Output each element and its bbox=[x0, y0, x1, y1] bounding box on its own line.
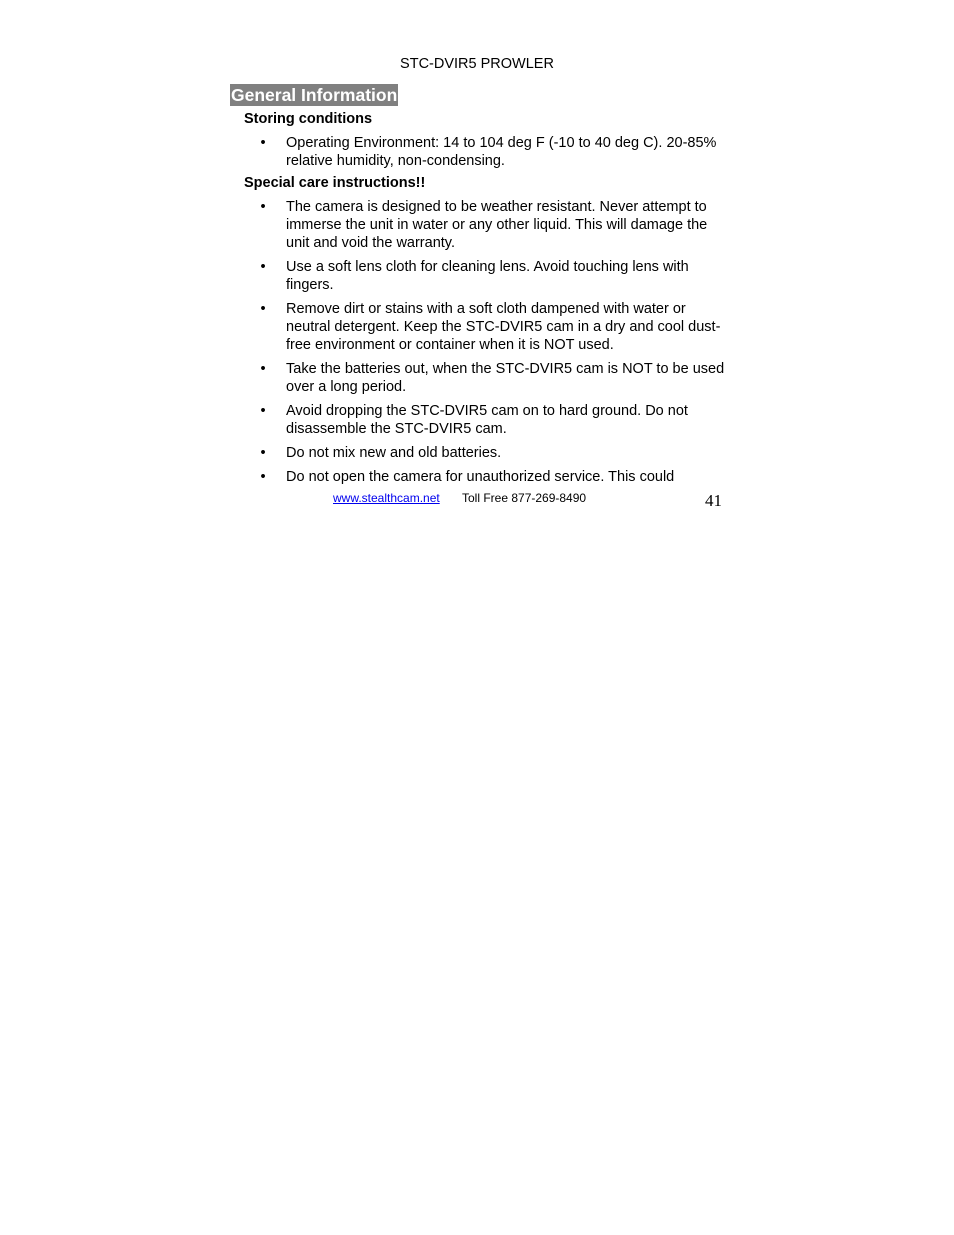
list-item bbox=[230, 360, 724, 396]
bullet-icon: • bbox=[260, 259, 266, 275]
list-item-text: Remove dirt or stains with a soft cloth dampened with water or neutral detergent. Keep the STC-DVIR5 cam in a dry and cool dust-free environment or container when it is NOT used. bbox=[286, 301, 721, 353]
toll-free-phone: Toll Free 877-269-8490 bbox=[462, 491, 587, 505]
list-item-text: Operating Environment: 14 to 104 deg F (-10 to 40 deg C). 20-85% relative humidity, non-condensing. bbox=[286, 135, 717, 169]
bullet-icon: • bbox=[260, 199, 266, 215]
bullet-icon: • bbox=[260, 445, 266, 461]
list-item bbox=[230, 258, 724, 294]
list-item bbox=[230, 134, 724, 170]
list-item bbox=[230, 300, 724, 354]
storing-conditions-list bbox=[230, 134, 724, 176]
page-number: 41 bbox=[705, 491, 722, 510]
bullet-icon: • bbox=[260, 135, 266, 151]
special-care-heading: Special care instructions!! bbox=[244, 175, 426, 191]
list-item bbox=[230, 402, 724, 438]
website-link[interactable]: www.stealthcam.net bbox=[333, 491, 440, 505]
bullet-icon: • bbox=[260, 469, 266, 485]
special-care-list bbox=[230, 198, 724, 492]
list-item-text: The camera is designed to be weather resistant. Never attempt to immerse the unit in water or any other liquid. This will damage the unit and void the warranty. bbox=[286, 199, 708, 251]
list-item bbox=[230, 198, 724, 252]
list-item-text: Do not mix new and old batteries. bbox=[286, 445, 502, 461]
bullet-icon: • bbox=[260, 403, 266, 419]
list-item-text: Use a soft lens cloth for cleaning lens. Avoid touching lens with fingers. bbox=[286, 259, 689, 293]
page-header: STC-DVIR5 PROWLER bbox=[400, 56, 554, 72]
bullet-icon: • bbox=[260, 361, 266, 377]
list-item-text: Avoid dropping the STC-DVIR5 cam on to hard ground. Do not disassemble the STC-DVIR5 cam. bbox=[286, 403, 688, 437]
section-title: General Information bbox=[231, 85, 398, 105]
bullet-icon: • bbox=[260, 301, 266, 317]
list-item bbox=[230, 468, 724, 486]
list-item bbox=[230, 444, 724, 462]
page-footer bbox=[230, 490, 724, 512]
list-item-text: Do not open the camera for unauthorized service. This could bbox=[286, 469, 675, 485]
list-item-text: Take the batteries out, when the STC-DVIR5 cam is NOT to be used over a long period. bbox=[286, 361, 725, 395]
storing-conditions-heading: Storing conditions bbox=[244, 111, 373, 127]
